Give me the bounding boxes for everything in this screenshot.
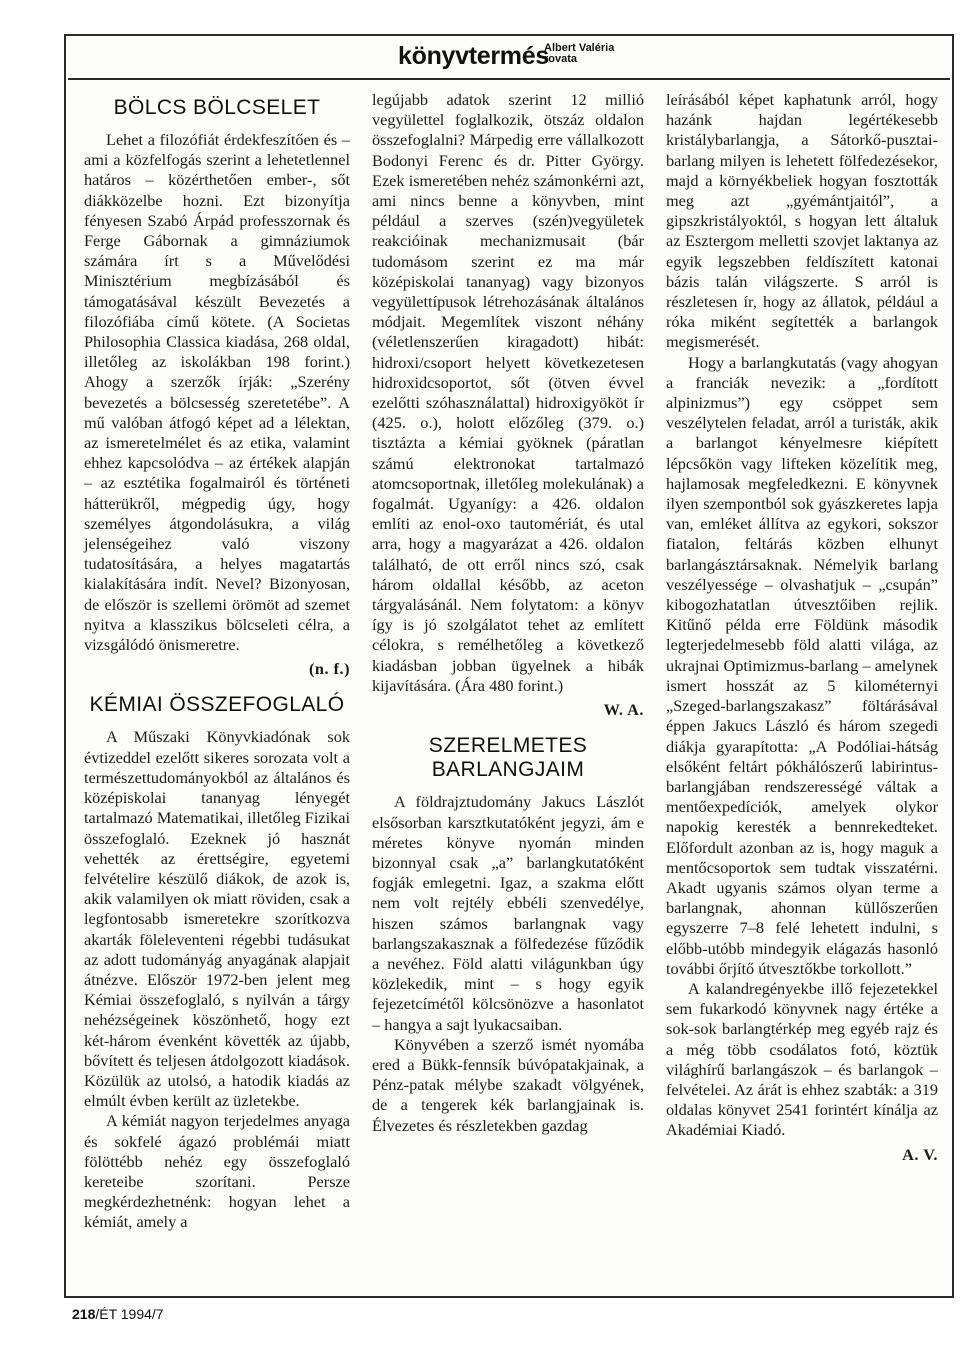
article-title: [372, 734, 644, 782]
signature-line: [372, 700, 644, 720]
editor-role: rovata: [544, 53, 578, 65]
article-title: BÖLCS BÖLCSELET: [113, 96, 321, 119]
article-paragraph: Hogy a barlangkutatás (vagy ahogyan a franciák nevezik: a „fordított alpinizmus”) egy csöppet sem veszélytelen feladat, arról a turisták, akik a barlangot kényelmesre kiépített lépcsőkön vagy lifteken közelítik meg, hajlamosak megfeledkezni. E könyvnek ilyen szempontból sok gyászkeretes lapja van, emléket állítva az egykori, sokszor fiatalon, feltárás közben elhunyt barlangásztársaknak. Némelyik barlang veszélyessége – olvashatjuk – „csupán” kibogozhatatlan útvesztőiben rejlik. Kitűnő példa erre Földünk második legterjedelmesebb föld alatti világa, az ukrajnai Optimizmus-barlang – amelynek ismert hosszát az 5 kilométernyi „Szeged-barlangszakasz” föltárásával éppen Jakucs László és három szegedi diákja gyarapította: „A Podóliai-hátság elsőként feltárt pókhálószerű labirintus-barlangjában rendszerességé váltak a mentőexpedíciók, amelyek olykor napokig keresték a bennrekedteket. Előfordult azonban az is, hogy maguk a mentőcsoportok sem tudtak visszatérni. Akadt ugyanis számos olyan terme a barlangnak, ahonnan küllőszerűen egyszerre 7–8 felé lehetett indulni, s előbb-utóbb mindegyik elágazás hasonló további őrjítő útvesztőkbe torkollott.”: [666, 352, 938, 978]
column-3: [666, 90, 938, 1165]
article-signature: (n. f.): [308, 659, 350, 679]
article-title-line: BARLANGJAIM: [431, 758, 585, 782]
section-title: könyvtermés: [398, 42, 549, 70]
article-paragraph-continued: legújabb adatok szerint 12 millió vegyülettel foglalkozik, ötszáz oldalon összefoglalni? Márpedig erre vállalkozott Bodonyi Ferenc és dr. Pitter György. Ezek ismeretében nehéz számonkérni azt, ami nincs benne a könyvben, mint például a szerves (szén)vegyületek reakcióinak mechanizmusait (bár tudomásom szerint ez ma már középiskolai tananyag) vagy bizonyos vegyülettípusok létrehozásának általános módjait. Megemlítek viszont néhány (véletlenszerűen kiragadott) hibát: hidroxi/csoport helyett következetesen hidroxidcsoportot, sőt (ötven évvel ezelőtti szóhasználattal) hidroxigyököt ír (425. o.), holott előzőleg (379. o.) tisztázta a kémiai gyöknek (páratlan számú elektronokat tartalmazó atomcsoportnak, illetőleg molekulának) a fogalmát. Ugyanígy: a 426. oldalon említi az enol-oxo tautomériát, és utal arra, hogy a magyarázat a 426. oldalon található, de ott erről nincs szó, csak három oldallal később, az aceton tárgyalásánál. Nem folytatom: a könyv így is jó szolgálatot tehet az említett célokra, s remélhetőleg a következő kiadásban jobban ügyelnek a hibák kijavítására. (Ára 480 forint.): [372, 90, 644, 695]
article-paragraph: A kalandregényekbe illő fejezetekkel sem fukarkodó könyvnek nagy értéke a sok-sok barlangtérkép meg egyéb rajz és a még több csodálatos fotó, köztük világhírű barlangászok – és barlangok – felvételei. Az árát is ehhez szabták: a 319 oldalas könyvet 2541 forintért kínálja az Akadémiai Kiadó.: [666, 978, 938, 1140]
signature-line: [666, 1145, 938, 1165]
editor-name: Albert Valéria: [544, 42, 615, 54]
article-paragraph: A kémiát nagyon terjedelmes anyaga és sokfelé ágazó problémái miatt fölöttébb nehéz egy összefoglaló kereteibe szorítani. Persze megkérdezhetnénk: hogyan lehet a kémiát, amely a: [84, 1111, 350, 1232]
page-number: 218: [72, 1306, 96, 1322]
article-signature: W. A.: [603, 700, 644, 720]
article-paragraph: A földrajztudomány Jakucs Lászlót elsősorban karsztkutatóként jegyzi, ám e méretes könyve nyomán minden bizonnyal csak „a” barlangkutatóként fogják emlegetni. Igaz, a szakma előtt nem volt rejtély ebbéli szenvedélye, hiszen számos barlangnak vagy barlangszakasznak a fölfedezése fűződik a nevéhez. Föld alatti világunkban úgy közlekedik, mint – s hogy egyik fejezetcímétől kölcsönözve a hasonlatot – hangya a sajt lyukacsaiban.: [372, 792, 644, 1034]
article-paragraph: Lehet a filozófiát érdekfeszítően és – ami a közfelfogás szerint a lehetetlennel határos – közérthetően ember-, sőt diákközelbe hozni. Ezt bizonyítja fényesen Szabó Árpád professzornak és Ferge Gábornak a gimnáziumok számára írt s a Művelődési Minisztérium megbízásából és támogatásával készült Bevezetés a filozófiába című kötete. (A Societas Philosophia Classica kiadása, 268 oldal, illetőleg az iskolákban 198 forint.) Ahogy a szerzők írják: „Szerény bevezetés a bölcsesség szeretetébe”. A mű valóban átfogó képet ad a lélektan, az ismeretelmélet és az etika, valamint ehhez kapcsolódva – az értékek alapján – az esztétika fogalmairól és történeti hátterükről, mégpedig úgy, hogy személyes átgondolásukra, a világ jelenségeihez való viszony tudatosítására, a helyes magatartás kialakítására indít. Nevel? Bizonyosan, de először is szellemi örömöt ad szemet nyitva a klasszikus bölcseleti célra, a vizsgálódó önismeretre.: [84, 130, 350, 655]
section-editor: [544, 43, 644, 65]
column-1: [84, 92, 350, 1233]
column-2: [372, 90, 644, 1136]
article-paragraph: Könyvében a szerző ismét nyomába ered a Bükk-fennsík búvópatakjainak, a Pénz-patak mélybe szakadt völgyének, de a tengerek kék barlangjainak is. Élvezetes és részletekben gazdag: [372, 1034, 644, 1135]
page-folio: [72, 1306, 164, 1322]
article-paragraph-continued: leírásából képet kaphatunk arról, hogy hazánk hajdan legértékesebb kristálybarlangja, a Sátorkő-pusztai-barlang milyen is lehetett fölfedezésekor, majd a környékbeliek hogyan fosztották meg azt „gyémántjaitól”, a gipszkristályoktól, s hogyan lett általuk az Esztergom melletti szovjet laktanya az egyik legszebben feldíszített katonai bázis talán világszerte. S arról is részletesen ír, hogy az állatok, például a róka miként segítették a barlangok megismerését.: [666, 90, 938, 352]
signature-line: [84, 659, 350, 679]
article-title-line: SZERELMETES: [428, 734, 588, 758]
article-paragraph: A Műszaki Könyvkiadónak sok évtizeddel ezelőtt sikeres sorozata volt a természettudományokból az általános és középiskolai tananyag lényegét tartalmazó Matematikai, illetőleg Fizikai összefoglaló. Ezeknek jó hasznát vehették az érettségire, egyetemi felvételire készülő diákok, de azok is, akik valamilyen ok miatt röviden, csak a legfontosabb ismeretekre szorítkozva akarták föleleventeni régebbi tudásukat az adott tudományág anyagának alapjait átnézve. Először 1972-ben jelent meg Kémiai összefoglaló, s nyilván a tárgy nehézségeinek köszönhető, hogy ezt két-három évenként követték az újabb, bővített és teljesen átdolgozott kiadások. Közülük az utolsó, a hatodik kiadás az elmúlt évben került az üzletekbe.: [84, 727, 350, 1111]
page-frame: [64, 34, 954, 1298]
article-title: KÉMIAI ÖSSZEFOGLALÓ: [89, 693, 345, 717]
article-signature: A. V.: [902, 1144, 938, 1164]
issue-label: /ÉT 1994/7: [95, 1306, 164, 1322]
section-header: [68, 38, 950, 80]
